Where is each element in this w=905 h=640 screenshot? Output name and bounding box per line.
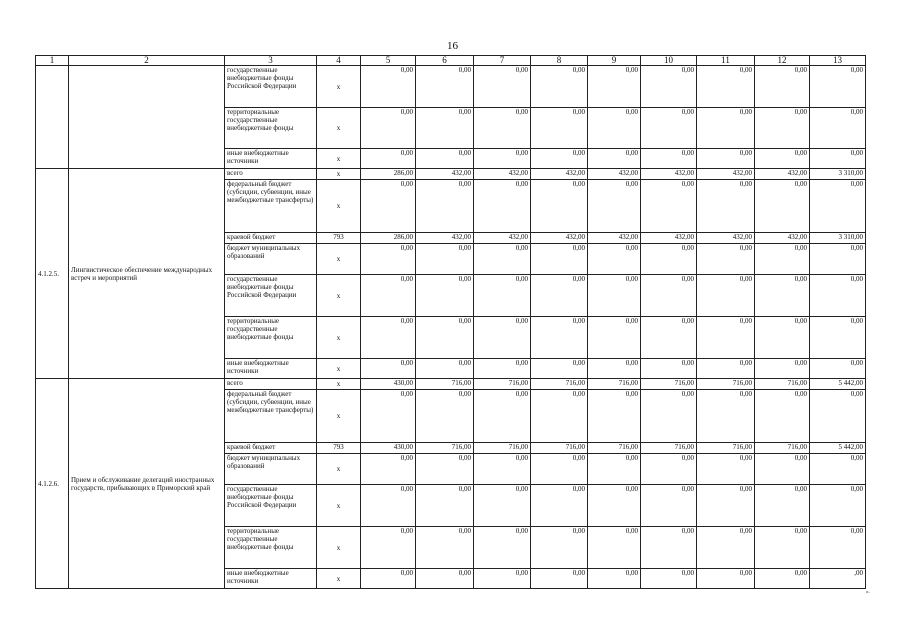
budget-code: x bbox=[317, 66, 361, 108]
amount-cell: 716,00 bbox=[588, 379, 641, 390]
amount-cell: 0,00 bbox=[416, 390, 474, 443]
amount-cell: 0,00 bbox=[588, 359, 641, 379]
amount-cell: 716,00 bbox=[416, 379, 474, 390]
amount-cell: 0,00 bbox=[641, 317, 697, 359]
amount-cell: 0,00 bbox=[755, 275, 810, 317]
item-number: 4.1.2.6. bbox=[36, 379, 69, 589]
amount-cell: 0,00 bbox=[641, 359, 697, 379]
trailing-mark: ». bbox=[866, 590, 870, 595]
header-cell: 3 bbox=[225, 56, 317, 66]
item-number bbox=[36, 66, 69, 169]
amount-cell: 0,00 bbox=[810, 527, 866, 569]
budget-code: x bbox=[317, 108, 361, 149]
page-number: 16 bbox=[447, 40, 458, 52]
amount-cell: 3 310,00 bbox=[810, 233, 866, 244]
header-cell: 6 bbox=[416, 56, 474, 66]
amount-cell: 0,00 bbox=[810, 149, 866, 169]
funding-source: краевой бюджет bbox=[225, 443, 317, 454]
budget-code: x bbox=[317, 569, 361, 589]
budget-code: x bbox=[317, 527, 361, 569]
amount-cell: 0,00 bbox=[641, 485, 697, 527]
amount-cell: 0,00 bbox=[361, 275, 416, 317]
amount-cell: 0,00 bbox=[755, 359, 810, 379]
amount-cell: 0,00 bbox=[361, 454, 416, 485]
funding-source: бюджет муниципальных образований bbox=[225, 454, 317, 485]
amount-cell: 0,00 bbox=[641, 454, 697, 485]
amount-cell: 0,00 bbox=[531, 180, 588, 233]
amount-cell: 0,00 bbox=[755, 149, 810, 169]
amount-cell: 0,00 bbox=[641, 244, 697, 275]
amount-cell: 0,00 bbox=[588, 180, 641, 233]
budget-code: x bbox=[317, 275, 361, 317]
amount-cell: 716,00 bbox=[588, 443, 641, 454]
amount-cell: 0,00 bbox=[755, 527, 810, 569]
amount-cell: 0,00 bbox=[531, 108, 588, 149]
amount-cell: 0,00 bbox=[755, 66, 810, 108]
amount-cell: 0,00 bbox=[810, 244, 866, 275]
amount-cell: 0,00 bbox=[755, 108, 810, 149]
amount-cell: 716,00 bbox=[531, 443, 588, 454]
amount-cell: 0,00 bbox=[361, 569, 416, 589]
amount-cell: 0,00 bbox=[810, 180, 866, 233]
budget-code: x bbox=[317, 149, 361, 169]
amount-cell: 0,00 bbox=[361, 180, 416, 233]
amount-cell: 0,00 bbox=[588, 108, 641, 149]
funding-source: всего bbox=[225, 169, 317, 180]
amount-cell: 0,00 bbox=[531, 66, 588, 108]
funding-source: федеральный бюджет (субсидии, субвенции, иные межбюджетные трансферты) bbox=[225, 390, 317, 443]
amount-cell: 432,00 bbox=[755, 169, 810, 180]
amount-cell: 0,00 bbox=[588, 527, 641, 569]
amount-cell: 0,00 bbox=[810, 317, 866, 359]
amount-cell: 0,00 bbox=[755, 569, 810, 589]
amount-cell: 0,00 bbox=[588, 244, 641, 275]
header-cell: 8 bbox=[531, 56, 588, 66]
funding-source: краевой бюджет bbox=[225, 233, 317, 244]
amount-cell: 432,00 bbox=[697, 169, 755, 180]
amount-cell: 432,00 bbox=[531, 169, 588, 180]
amount-cell: 0,00 bbox=[588, 454, 641, 485]
amount-cell: 0,00 bbox=[697, 485, 755, 527]
amount-cell: 0,00 bbox=[416, 317, 474, 359]
amount-cell: 0,00 bbox=[361, 244, 416, 275]
amount-cell: 0,00 bbox=[641, 66, 697, 108]
amount-cell: 0,00 bbox=[474, 108, 531, 149]
amount-cell: 0,00 bbox=[697, 317, 755, 359]
item-name: Лингвистическое обеспечение международных встреч и мероприятий bbox=[69, 169, 225, 379]
table-row bbox=[36, 169, 866, 180]
amount-cell: 0,00 bbox=[474, 275, 531, 317]
amount-cell: 716,00 bbox=[474, 443, 531, 454]
amount-cell: 0,00 bbox=[474, 569, 531, 589]
amount-cell: 716,00 bbox=[641, 443, 697, 454]
budget-code: x bbox=[317, 359, 361, 379]
amount-cell: 0,00 bbox=[531, 527, 588, 569]
budget-code: x bbox=[317, 390, 361, 443]
amount-cell: 0,00 bbox=[531, 359, 588, 379]
amount-cell: 432,00 bbox=[697, 233, 755, 244]
budget-code: x bbox=[317, 454, 361, 485]
amount-cell: 0,00 bbox=[697, 569, 755, 589]
amount-cell: 0,00 bbox=[474, 149, 531, 169]
amount-cell: 0,00 bbox=[810, 275, 866, 317]
amount-cell: 0,00 bbox=[361, 149, 416, 169]
budget-code: x bbox=[317, 485, 361, 527]
amount-cell: 0,00 bbox=[641, 108, 697, 149]
funding-source: федеральный бюджет (субсидии, субвенции, иные межбюджетные трансферты) bbox=[225, 180, 317, 233]
amount-cell: 0,00 bbox=[474, 454, 531, 485]
amount-cell: 430,00 bbox=[361, 379, 416, 390]
amount-cell: 0,00 bbox=[416, 66, 474, 108]
header-cell: 4 bbox=[317, 56, 361, 66]
amount-cell: 0,00 bbox=[697, 244, 755, 275]
amount-cell: 0,00 bbox=[755, 317, 810, 359]
amount-cell: 0,00 bbox=[588, 66, 641, 108]
amount-cell: 0,00 bbox=[697, 359, 755, 379]
amount-cell: 432,00 bbox=[416, 233, 474, 244]
funding-source: территориальные государственные внебюджетные фонды bbox=[225, 527, 317, 569]
amount-cell: 0,00 bbox=[697, 108, 755, 149]
amount-cell: 0,00 bbox=[531, 390, 588, 443]
amount-cell: 0,00 bbox=[416, 569, 474, 589]
amount-cell: 432,00 bbox=[641, 169, 697, 180]
amount-cell: 0,00 bbox=[641, 527, 697, 569]
amount-cell: 0,00 bbox=[474, 359, 531, 379]
amount-cell: 0,00 bbox=[416, 485, 474, 527]
budget-code: x bbox=[317, 180, 361, 233]
amount-cell: 432,00 bbox=[755, 233, 810, 244]
amount-cell: 0,00 bbox=[474, 66, 531, 108]
amount-cell: ,00 bbox=[810, 569, 866, 589]
funding-source: территориальные государственные внебюджетные фонды bbox=[225, 317, 317, 359]
amount-cell: 0,00 bbox=[531, 485, 588, 527]
table-body bbox=[36, 56, 866, 589]
amount-cell: 0,00 bbox=[810, 390, 866, 443]
amount-cell: 0,00 bbox=[697, 527, 755, 569]
amount-cell: 0,00 bbox=[697, 275, 755, 317]
amount-cell: 716,00 bbox=[531, 379, 588, 390]
amount-cell: 0,00 bbox=[588, 485, 641, 527]
budget-code: x bbox=[317, 317, 361, 359]
amount-cell: 716,00 bbox=[641, 379, 697, 390]
funding-source: территориальные государственные внебюджетные фонды bbox=[225, 108, 317, 149]
header-cell: 11 bbox=[697, 56, 755, 66]
amount-cell: 0,00 bbox=[810, 359, 866, 379]
amount-cell: 0,00 bbox=[531, 569, 588, 589]
funding-source: государственные внебюджетные фонды Российской Федерации bbox=[225, 275, 317, 317]
amount-cell: 0,00 bbox=[416, 527, 474, 569]
budget-code: 793 bbox=[317, 443, 361, 454]
amount-cell: 0,00 bbox=[361, 527, 416, 569]
amount-cell: 0,00 bbox=[474, 527, 531, 569]
header-row bbox=[36, 56, 866, 66]
item-number: 4.1.2.5. bbox=[36, 169, 69, 379]
funding-source: иные внебюджетные источники bbox=[225, 569, 317, 589]
budget-code: x bbox=[317, 379, 361, 390]
header-cell: 2 bbox=[69, 56, 225, 66]
header-cell: 9 bbox=[588, 56, 641, 66]
amount-cell: 286,00 bbox=[361, 233, 416, 244]
amount-cell: 0,00 bbox=[474, 317, 531, 359]
amount-cell: 0,00 bbox=[361, 485, 416, 527]
amount-cell: 0,00 bbox=[531, 244, 588, 275]
amount-cell: 0,00 bbox=[755, 485, 810, 527]
amount-cell: 716,00 bbox=[755, 443, 810, 454]
amount-cell: 0,00 bbox=[641, 569, 697, 589]
funding-source: иные внебюджетные источники bbox=[225, 149, 317, 169]
amount-cell: 0,00 bbox=[474, 244, 531, 275]
header-cell: 1 bbox=[36, 56, 69, 66]
amount-cell: 0,00 bbox=[588, 317, 641, 359]
budget-code: x bbox=[317, 244, 361, 275]
funding-source: иные внебюджетные источники bbox=[225, 359, 317, 379]
amount-cell: 0,00 bbox=[697, 390, 755, 443]
amount-cell: 0,00 bbox=[755, 180, 810, 233]
budget-code: x bbox=[317, 169, 361, 180]
amount-cell: 0,00 bbox=[361, 390, 416, 443]
amount-cell: 432,00 bbox=[474, 233, 531, 244]
amount-cell: 0,00 bbox=[588, 390, 641, 443]
amount-cell: 432,00 bbox=[641, 233, 697, 244]
amount-cell: 0,00 bbox=[810, 454, 866, 485]
amount-cell: 0,00 bbox=[416, 244, 474, 275]
amount-cell: 0,00 bbox=[416, 108, 474, 149]
amount-cell: 0,00 bbox=[361, 66, 416, 108]
amount-cell: 0,00 bbox=[361, 108, 416, 149]
amount-cell: 0,00 bbox=[531, 275, 588, 317]
amount-cell: 0,00 bbox=[755, 244, 810, 275]
amount-cell: 0,00 bbox=[755, 390, 810, 443]
amount-cell: 0,00 bbox=[810, 66, 866, 108]
amount-cell: 5 442,00 bbox=[810, 443, 866, 454]
amount-cell: 0,00 bbox=[641, 149, 697, 169]
amount-cell: 0,00 bbox=[697, 66, 755, 108]
header-cell: 13 bbox=[810, 56, 866, 66]
budget-code: 793 bbox=[317, 233, 361, 244]
funding-source: всего bbox=[225, 379, 317, 390]
amount-cell: 0,00 bbox=[697, 149, 755, 169]
amount-cell: 0,00 bbox=[755, 454, 810, 485]
amount-cell: 716,00 bbox=[416, 443, 474, 454]
funding-source: государственные внебюджетные фонды Российской Федерации bbox=[225, 485, 317, 527]
amount-cell: 0,00 bbox=[588, 275, 641, 317]
amount-cell: 0,00 bbox=[588, 149, 641, 169]
header-cell: 7 bbox=[474, 56, 531, 66]
amount-cell: 716,00 bbox=[697, 379, 755, 390]
amount-cell: 0,00 bbox=[474, 390, 531, 443]
amount-cell: 0,00 bbox=[531, 317, 588, 359]
item-name: Прием и обслуживание делегаций иностранных государств, прибывающих в Приморский край bbox=[69, 379, 225, 589]
amount-cell: 716,00 bbox=[755, 379, 810, 390]
amount-cell: 0,00 bbox=[810, 485, 866, 527]
amount-cell: 0,00 bbox=[531, 149, 588, 169]
table-row bbox=[36, 66, 866, 108]
amount-cell: 432,00 bbox=[416, 169, 474, 180]
amount-cell: 432,00 bbox=[531, 233, 588, 244]
funding-source: бюджет муниципальных образований bbox=[225, 244, 317, 275]
amount-cell: 716,00 bbox=[697, 443, 755, 454]
amount-cell: 0,00 bbox=[810, 108, 866, 149]
header-cell: 5 bbox=[361, 56, 416, 66]
item-name bbox=[69, 66, 225, 169]
amount-cell: 430,00 bbox=[361, 443, 416, 454]
amount-cell: 0,00 bbox=[416, 149, 474, 169]
amount-cell: 0,00 bbox=[361, 359, 416, 379]
amount-cell: 0,00 bbox=[361, 317, 416, 359]
amount-cell: 0,00 bbox=[474, 180, 531, 233]
amount-cell: 432,00 bbox=[588, 169, 641, 180]
amount-cell: 0,00 bbox=[416, 180, 474, 233]
amount-cell: 0,00 bbox=[416, 454, 474, 485]
header-cell: 10 bbox=[641, 56, 697, 66]
amount-cell: 0,00 bbox=[416, 359, 474, 379]
amount-cell: 432,00 bbox=[474, 169, 531, 180]
amount-cell: 0,00 bbox=[474, 485, 531, 527]
amount-cell: 0,00 bbox=[588, 569, 641, 589]
amount-cell: 716,00 bbox=[474, 379, 531, 390]
amount-cell: 0,00 bbox=[641, 275, 697, 317]
amount-cell: 0,00 bbox=[697, 180, 755, 233]
budget-table bbox=[35, 55, 866, 589]
funding-source: государственные внебюджетные фонды Российской Федерации bbox=[225, 66, 317, 108]
amount-cell: 432,00 bbox=[588, 233, 641, 244]
table-row bbox=[36, 379, 866, 390]
amount-cell: 3 310,00 bbox=[810, 169, 866, 180]
amount-cell: 0,00 bbox=[416, 275, 474, 317]
amount-cell: 0,00 bbox=[641, 390, 697, 443]
amount-cell: 0,00 bbox=[641, 180, 697, 233]
amount-cell: 0,00 bbox=[697, 454, 755, 485]
header-cell: 12 bbox=[755, 56, 810, 66]
amount-cell: 0,00 bbox=[531, 454, 588, 485]
amount-cell: 286,00 bbox=[361, 169, 416, 180]
amount-cell: 5 442,00 bbox=[810, 379, 866, 390]
